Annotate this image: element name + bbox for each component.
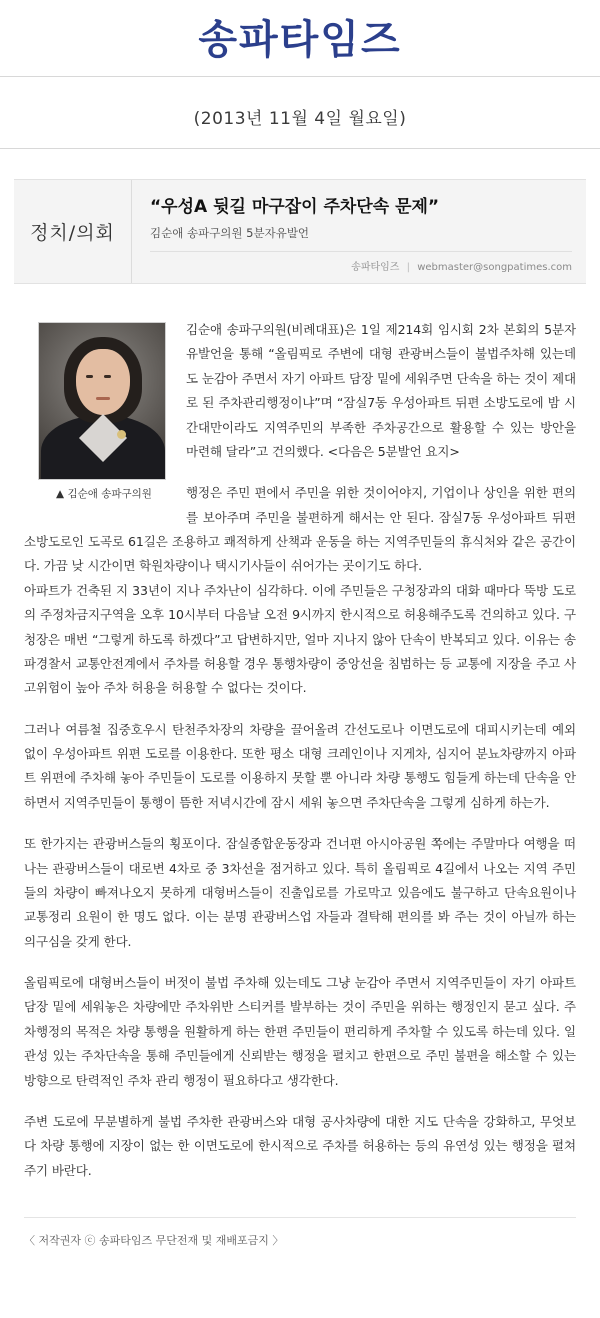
article-figure [38,322,170,501]
masthead [0,0,600,87]
site-logo[interactable]: 송파타임즈 [198,17,402,63]
byline [150,251,572,273]
headline-main [132,180,586,283]
article-subtitle: 김순애 송파구의원 5분자유발언 [150,226,310,241]
article-paragraph: 주변 도로에 무분별하게 불법 주차한 관광버스와 대형 공사차량에 대한 지도 단속을 강화하고, 무엇보다 차량 통행에 지장이 없는 한 이면도로에 한시적으로 주차를 허용하는 등의 유연성 있는 행정을 펼쳐주기 바란다. [24,1113,576,1178]
masthead-divider [0,76,600,77]
portrait-photo [38,322,166,480]
article-paragraph: 행정은 주민 편에서 주민을 위한 것이어야지, 기업이나 상인을 위한 편의를 보아주며 주민을 불편하게 해서는 안 된다. 잠실7동 우성아파트 뒤편 소방도로인 도곡로 61길은 조용하고 쾌적하게 산책과 운동을 하는 지역주민들의 휴식처와 같은 공간이다. 가끔 낮 시간이면 학원차량이나 택시기사들이 쉬어가는 곳이기도 하다. [24,485,576,574]
article-category[interactable]: 정치/의회 [14,180,132,283]
photo-eye-left [86,375,93,378]
article-paragraph: 또 한가지는 관광버스들의 횡포이다. 잠실종합운동장과 건너편 아시아공원 쪽에는 주말마다 여행을 떠나는 관광버스들이 대로변 4차로 중 3차선을 점거하고 있다. 특히 올림픽로 4길에서 나오는 지역 주민들의 차량이 빠져나오지 못하게 대형버스들이 진출입로를 가로막고 있음에도 불구하고 단속요원이나 교통정리 요원이 한 명도 없다. 이는 분명 관광버스업 자들과 결탁해 편의를 봐 주는 것이 아닐까 하는 의구심을 갖게 한다. [24,836,576,949]
photo-caption: ▲ 김순애 송파구의원 [56,488,152,501]
issue-date: (2013년 11월 4일 월요일) [193,109,407,129]
photo-mouth [96,397,110,400]
article-paragraph: 김순애 송파구의원(비례대표)은 1일 제214회 임시회 2차 본회의 5분자유발언을 통해 “올림픽로 주변에 대형 관광버스들이 불법주차해 있는데도 눈감아 주면서 자기 아파트 담장 밑에 세워주면 단속을 하는 것이 제대로 된 주차관리행정이냐”며 “잠실7동 우성아파트 뒤편 소방도로에 밤 시간대만이라도 지역주민의 부족한 주차공간으로 활용할 수 있는 방안을 마련해 달라”고 건의했다. <다음은 5분발언 요지> [186,322,576,459]
photo-eye-right [104,375,111,378]
article-paragraph: 올림픽로에 대형버스들이 버젓이 불법 주차해 있는데도 그냥 눈감아 주면서 지역주민들이 자기 아파트 담장 밑에 세워놓은 차량에만 주차위반 스티커를 발부하는 것이 주민을 위하는 행정인지 묻고 싶다. 주차행정의 목적은 차량 통행을 원활하게 하는 한편 주민들이 편리하게 주차할 수 있도록 하는데 있다. 일관성 있는 주차단속을 통해 주민들에게 신뢰받는 행정을 펼치고 한편으로 주민 불편을 해소할 수 있는 방향으로 탄력적인 주차 관리 행정이 필요하다고 생각한다. [24,975,576,1088]
headline-block [14,179,586,284]
byline-source: 송파타임즈 [351,262,400,274]
article-paragraph: 아파트가 건축된 지 33년이 지나 주차난이 심각하다. 이에 주민들은 구청장과의 대화 때마다 뚝방 도로의 주정차금지구역을 오후 10시부터 다음날 오전 9시까지 한시적으로 허용해주도록 건의하고 있다. 구청장은 매번 “그렇게 하도록 하겠다”고 답변하지만, 얼마 지나지 않아 단속이 반복되고 있다. 이유는 송파경찰서 교통안전계에서 주차를 허용할 경우 통행차량이 중앙선을 침범하는 등 교통에 지장을 주고 사고위험이 높아 주차 허용을 허용할 수 없다는 것이다. [24,582,576,696]
bottom-spacer [0,1248,600,1318]
copyright-notice: 〈 저작권자 ⓒ 송파타임즈 무단전재 및 재배포금지 〉 [24,1217,576,1248]
article-body [0,284,600,1183]
article-paragraph: 그러나 여름철 집중호우시 탄천주차장의 차량을 끌어올려 간선도로나 이면도로에 대피시키는데 예외 없이 우성아파트 위편 도로를 이용한다. 또한 평소 대형 크레인이나 지게차, 심지어 분뇨차량까지 아파트 위편에 주차해 놓아 주민들이 도로를 이용하지 못할 뿐 아니라 차량 통행도 힘들게 하는데 단속을 안 하면서 지역주민들이 통행이 뜸한 저녁시간에 잠시 세워 놓으면 주차단속을 그렇게 심하게 하는가. [24,721,576,810]
page-title: “우성A 뒷길 마구잡이 주차단속 문제” [150,197,440,217]
photo-face [76,349,130,415]
date-divider [0,148,600,149]
byline-email[interactable]: webmaster@songpatimes.com [417,262,572,274]
byline-separator: | [406,262,411,274]
lead-block [24,318,576,579]
